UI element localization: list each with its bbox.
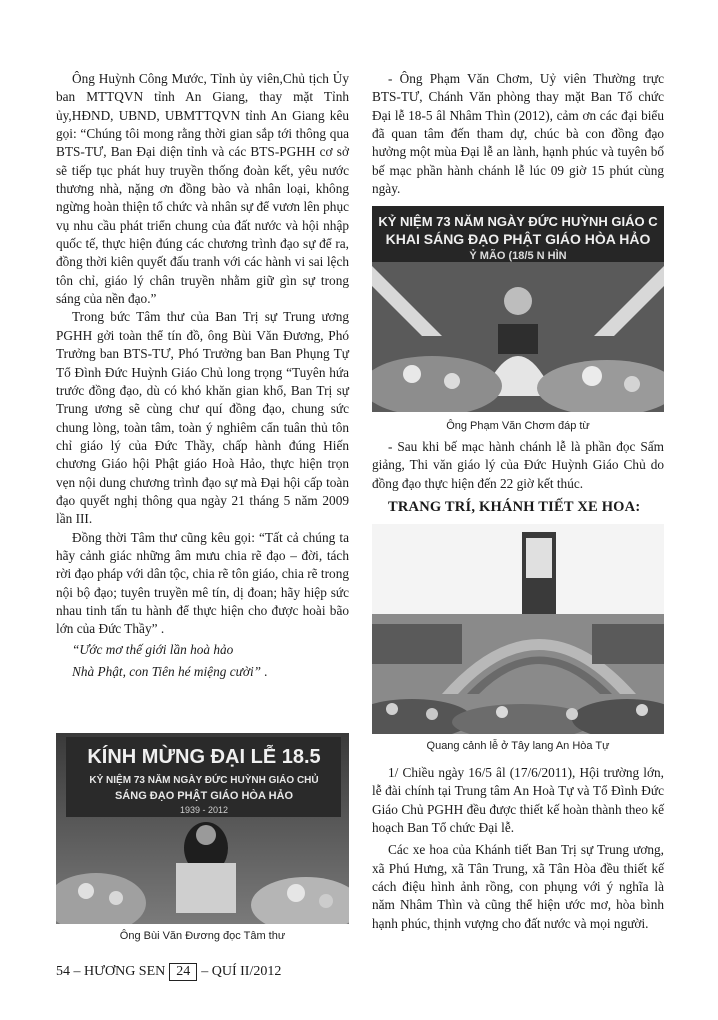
banner-text: KỶ NIỆM 73 NĂM NGÀY ĐỨC HUỲNH GIÁO CHỦ (89, 775, 319, 786)
paragraph: Đồng thời Tâm thư cũng kêu gọi: “Tất cả chúng ta hãy cảnh giác những âm mưu chia rẽ đạo – đời, tách rời đạo pháp với dân tộc, chia rẽ tôn giáo, chia rẽ trong nội bộ đạo; tuyên truyền mê tín, dị đoan; hãy hiệp sức nhau tinh tấn tu hành để thực hiện cho được hoài bão lớn của Đức Thầy” . (56, 529, 349, 637)
page-footer (56, 963, 281, 981)
footer-right: – QUÍ II/2012 (201, 964, 282, 979)
paragraph: Trong bức Tâm thư của Ban Trị sự Trung ương PGHH gởi toàn thể tín đồ, ông Bùi Văn Đương, Phó Trưởng ban BTS-TƯ, Phó Trưởng ban Ban Phụng Tự Tổ Đình Đức Huỳnh Giáo Chủ long trọng “Tuyên hứa trước đồng đạo, dù có khó khăn gian khổ, Ban Trị sự Trung ương sẽ cùng chư quí đồng đạo, chung sức chung lòng, toàn tâm, toàn ý nghiêm cẩn tuân thủ tôn chỉ giáo lý của Đức Thầy, chấp hành đúng Hiến chương Giáo hội Phật giáo Hoà Hảo, thực hiện trọn vẹn nội dung chương trình đạo sự mà Đại hội cấp toàn đạo quyết nghị thông qua ngày 21 tháng 5 năm 2009 lần III. (56, 309, 349, 527)
right-column-middle (372, 438, 664, 493)
banner-text: KỶ NIỆM 73 NĂM NGÀY ĐỨC HUỲNH GIÁO C (378, 214, 658, 229)
footer-left: 54 – HƯƠNG SEN (56, 964, 166, 979)
right-column-bottom (372, 764, 664, 933)
banner-text: Ỷ MÃO (18/5 N HÌN (469, 250, 567, 262)
photo-scene-image (56, 733, 349, 924)
paragraph: - Ông Phạm Văn Chơm, Uỷ viên Thường trực BTS-TƯ, Chánh Văn phòng thay mặt Ban Tổ chức Đại lễ 18-5 âl Nhâm Thìn (2012), cảm ơn các đại biểu đã quan tâm đến tham dự, chúc bà con đồng đạo hưởng một mùa Đại lễ an lành, hạnh phúc và tuyên bố bế mạc phần hành chánh lễ lúc 09 giờ 15 phút cùng ngày. (372, 71, 664, 197)
photo-bui-van-duong (56, 733, 349, 924)
page-number-box: 24 (169, 963, 197, 981)
left-column (56, 70, 349, 681)
photo-pham-van-chom (372, 206, 664, 412)
paragraph: - Sau khi bế mạc hành chánh lễ là phần đọc Sấm giảng, Thi văn giáo lý của Đức Huỳnh Giáo Chủ do đồng đạo thực hiện đến 22 giờ kết thúc. (372, 439, 664, 491)
banner-text: KÍNH MỪNG ĐẠI LỄ 18.5 (87, 746, 321, 768)
banner-text: 1939 - 2012 (179, 805, 229, 815)
photo-scene-image (372, 206, 664, 412)
photo-scene-image (372, 524, 664, 734)
quote-line: Nhà Phật, con Tiên hé miệng cười” . (72, 664, 268, 679)
banner-text: KHAI SÁNG ĐẠO PHẬT GIÁO HÒA HẢO (385, 231, 651, 247)
photo-caption: Ông Phạm Văn Chơm đáp từ (446, 420, 590, 432)
photo-tay-lang-an-hoa-tu (372, 524, 664, 734)
section-heading: TRANG TRÍ, KHÁNH TIẾT XE HOA: (388, 499, 641, 515)
banner-text: SÁNG ĐẠO PHẬT GIÁO HÒA HẢO (114, 790, 294, 802)
photo-caption: Ông Bùi Văn Đương đọc Tâm thư (119, 930, 286, 942)
right-column-top (372, 70, 664, 198)
paragraph: Các xe hoa của Khánh tiết Ban Trị sự Trung ương, xã Phú Hưng, xã Tân Trung, xã Tân Hòa đều thiết kế cách điệu hình ảnh rồng, con phụng với ý nghĩa là năm Nhâm Thìn và cũng thể hiện ước mơ, hòa bình hạnh phúc, thịnh vượng cho đất nước và mọi người. (372, 842, 664, 931)
quote-line: “Ước mơ thế giới lần hoà hảo (72, 641, 234, 657)
paragraph: 1/ Chiều ngày 16/5 âl (17/6/2011), Hội trường lớn, lễ đài chính tại Trung tâm An Hoà Tự và Tổ Đình Đức Giáo Chủ PGHH đều được thiết kế hoàn thành theo kế hoạch Ban Tổ chức Đại lễ. (372, 765, 664, 836)
paragraph: Ông Huỳnh Công Mước, Tỉnh ủy viên,Chủ tịch Ủy ban MTTQVN tỉnh An Giang, thay mặt Tỉnh ủy,HĐND, UBND, UBMTTQVN tỉnh An Giang kêu gọi: “Chúng tôi mong rằng thời gian sắp tới thông qua BTS-TƯ, Ban Đại diện tỉnh và các BTS-PGHH cơ sở sẽ tiếp tục phát huy truyền thống đoàn kết, yêu nước thương nhà, nặng ơn đồng bào và nhân loại, không ngừng hoàn thiện tổ chức và nhân sự để vươn lên phục vụ nhu cầu phát triển chung của đất nước và hội nhập quốc tế, thực hiện đúng các chương trình đạo sự để ra, đồng thời kiên quyết đấu tranh với các hành vi sai lệch tôn chỉ, giáo lý chân truyền nhằm giữ gìn sự trong sáng của nền đạo.” (56, 71, 349, 307)
photo-caption: Quang cảnh lễ ở Tây lang An Hòa Tự (426, 740, 610, 752)
